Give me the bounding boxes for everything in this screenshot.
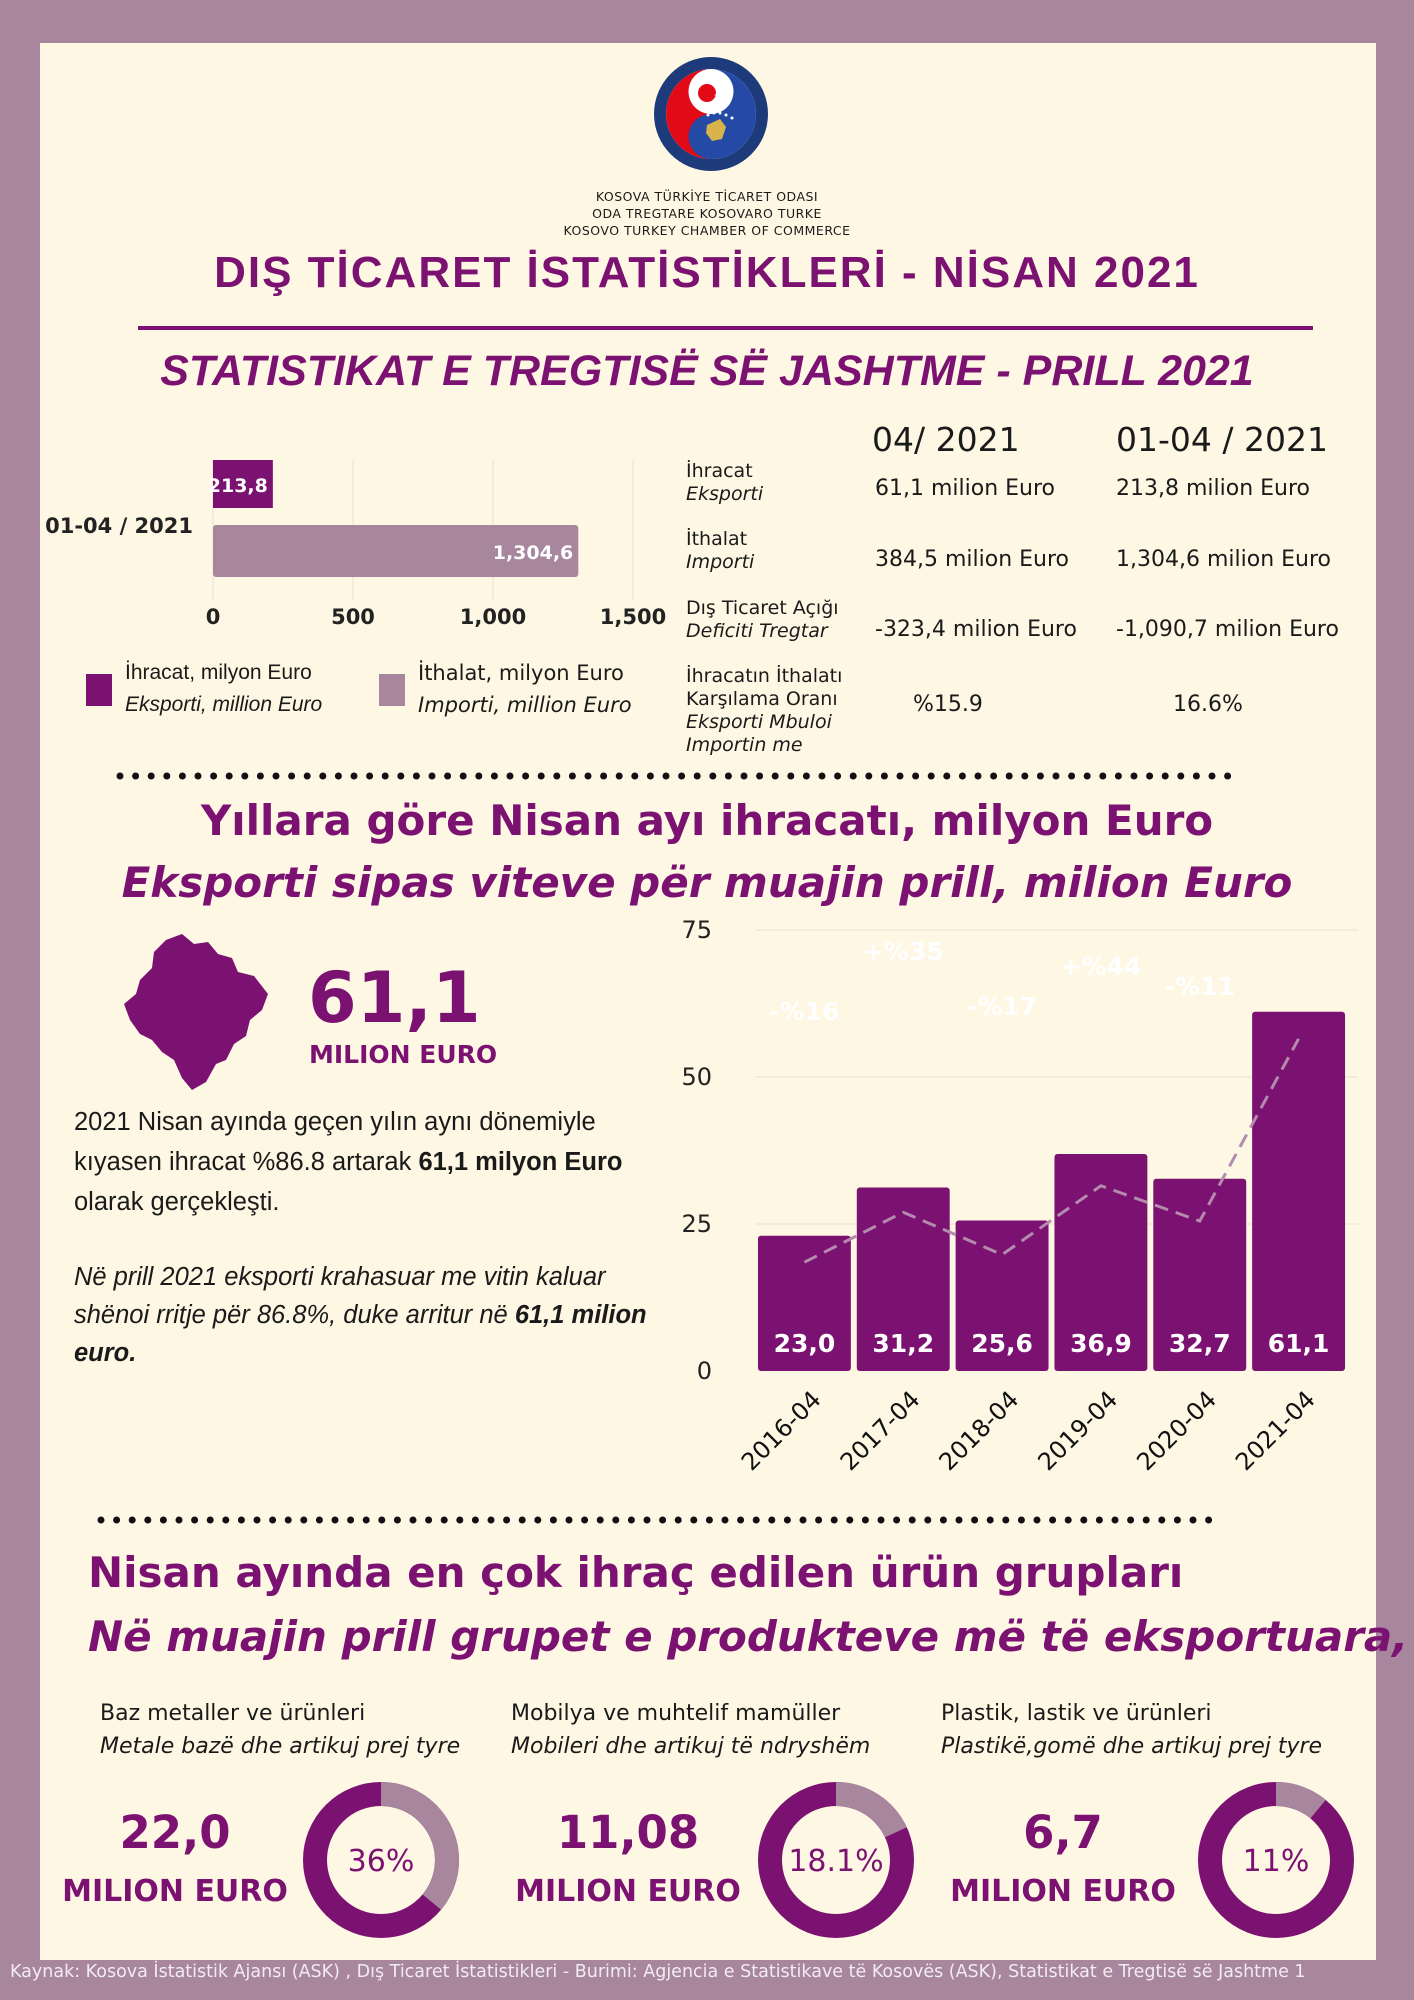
row-coverage-month: %15.9	[913, 692, 983, 717]
ring-pct-label: 36%	[347, 1844, 415, 1879]
product-label-sq: Plastikë,gomë dhe artikuj prej tyre	[941, 1734, 1323, 1759]
legend-export-tr: İhracat, milyon Euro	[125, 661, 312, 684]
bar-2021-04	[1252, 1012, 1345, 1371]
col-head-ytd: 01-04 / 2021	[1116, 420, 1328, 459]
product-label-tr: Plastik, lastik ve ürünleri	[941, 1701, 1212, 1726]
row-deficit-month: -323,4 milion Euro	[875, 617, 1077, 642]
row-deficit-label	[686, 597, 839, 643]
kosovo-map-icon	[122, 932, 270, 1092]
x-tick-label: 2019-04	[1032, 1385, 1124, 1477]
ring-pct-label: 18.1%	[788, 1844, 884, 1879]
row-export-tr: İhracat	[686, 460, 753, 482]
legend-label-export	[125, 657, 322, 721]
x-tick-label: 2016-04	[735, 1385, 827, 1477]
product-label	[941, 1697, 1322, 1763]
x-tick-label: 2018-04	[933, 1385, 1025, 1477]
product-value: 6,7	[1023, 1806, 1103, 1859]
bar-change-label: +%35	[862, 937, 944, 966]
chamber-name	[0, 188, 1414, 239]
products-title-tr: Nisan ayında en çok ihraç edilen ürün grupları	[88, 1548, 1184, 1597]
dotted-divider	[115, 768, 1235, 784]
bar-change-label: +%44	[1060, 952, 1142, 981]
chamber-name-sq: ODA TREGTARE KOSOVARO TURKE	[592, 206, 822, 221]
legend-swatch-export	[86, 674, 112, 706]
row-export-month: 61,1 milion Euro	[875, 476, 1056, 501]
april-text-tr-part2: olarak gerçekleşti.	[74, 1188, 280, 1216]
product-share-ring	[1196, 1780, 1356, 1940]
row-coverage-label	[686, 665, 842, 757]
chamber-name-en: KOSOVO TURKEY CHAMBER OF COMMERCE	[563, 223, 851, 238]
row-coverage-sq2: Importin me	[686, 734, 803, 756]
bar-value-label: 36,9	[1070, 1329, 1132, 1358]
summary-legend	[85, 655, 645, 725]
x-tick-label: 2020-04	[1131, 1385, 1222, 1477]
bar-change-label: -%11	[1164, 972, 1235, 1001]
product-unit: MILION EURO	[62, 1874, 288, 1909]
april-text-sq-part1: Në prill 2021 eksporti krahasuar me vitin kaluar shënoi rritje për 86.8%, duke arritur në	[74, 1263, 606, 1329]
x-tick-label: 0	[205, 605, 221, 629]
legend-label-import	[418, 657, 632, 721]
y-tick-label: 0	[696, 1357, 712, 1385]
april-text-tr-bold: 61,1 milyon Euro	[418, 1148, 623, 1176]
row-export-sq: Eksporti	[686, 483, 764, 505]
row-deficit-tr: Dış Ticaret Açığı	[686, 597, 839, 619]
product-label-sq: Metale bazë dhe artikuj prej tyre	[100, 1734, 461, 1759]
april-text-sq	[74, 1258, 684, 1372]
row-coverage-ytd: 16.6%	[1173, 692, 1243, 717]
main-title-sq: STATISTIKAT E TREGTISË SË JASHTME - PRILL 2021	[160, 347, 1254, 395]
product-label	[100, 1697, 460, 1763]
col-head-month: 04/ 2021	[872, 420, 1020, 459]
footer-source: Kaynak: Kosova İstatistik Ajansı (ASK) , Dış Ticaret İstatistikleri - Burimi: Agjencia e Statistikave të Kosovës (ASK), Statistikat e Tregtisë së Jashtme 1	[10, 1962, 1306, 1982]
bar-value-label: 61,1	[1267, 1329, 1330, 1358]
april-title-sq: Eksporti sipas viteve për muajin prill, milion Euro	[121, 858, 1293, 907]
ring-pct-label: 11%	[1242, 1844, 1310, 1879]
april-text-tr	[74, 1102, 684, 1222]
product-unit: MILION EURO	[515, 1874, 741, 1909]
product-unit: MILION EURO	[950, 1874, 1176, 1909]
row-coverage-sq1: Eksporti Mbuloi	[686, 711, 832, 733]
row-import-label	[686, 528, 754, 574]
product-label	[511, 1697, 870, 1763]
legend-import-tr: İthalat, milyon Euro	[418, 661, 624, 685]
x-tick-label: 2017-04	[834, 1385, 926, 1477]
row-deficit-sq: Deficiti Tregtar	[686, 620, 828, 642]
bar-value-label: 23,0	[773, 1329, 836, 1358]
bar-change-label: -%17	[966, 992, 1038, 1021]
legend-swatch-import	[379, 674, 405, 706]
april-export-unit: MILION EURO	[309, 1040, 498, 1069]
x-tick-label: 500	[331, 605, 375, 629]
april-export-chart	[680, 910, 1380, 1500]
row-export-ytd: 213,8 milion Euro	[1116, 476, 1311, 501]
row-import-ytd: 1,304,6 milion Euro	[1116, 547, 1331, 572]
product-label-tr: Mobilya ve muhtelif mamüller	[511, 1701, 841, 1726]
april-text-tr-part1: 2021 Nisan ayında geçen yılın aynı dönemiyle kıyasen ihracat %86.8 artarak	[74, 1108, 596, 1176]
april-text-sq-bold: 61,1 milion euro.	[74, 1301, 647, 1367]
y-tick-label: 25	[681, 1210, 712, 1238]
product-value: 22,0	[119, 1806, 231, 1859]
row-import-sq: Importi	[686, 551, 755, 573]
row-import-month: 384,5 milion Euro	[875, 547, 1070, 572]
bar-value-label: 31,2	[872, 1329, 935, 1358]
row-coverage-tr2: Karşılama Oranı	[686, 688, 838, 710]
product-label-sq: Mobileri dhe artikuj të ndryshëm	[511, 1734, 871, 1759]
bar-value-label: 25,6	[971, 1329, 1033, 1358]
chamber-name-tr: KOSOVA TÜRKİYE TİCARET ODASI	[595, 189, 819, 204]
title-divider	[138, 326, 1313, 330]
import-bar-label: 1,304,6	[492, 542, 574, 564]
legend-export-sq: Eksporti, million Euro	[125, 693, 323, 716]
row-deficit-ytd: -1,090,7 milion Euro	[1116, 617, 1339, 642]
product-value: 11,08	[556, 1806, 700, 1859]
bar-change-label: -%16	[769, 997, 840, 1026]
y-tick-label: 75	[681, 916, 712, 944]
bar-value-label: 32,7	[1168, 1329, 1231, 1358]
y-tick-label: 50	[681, 1063, 712, 1091]
april-export-value: 61,1	[308, 957, 481, 1039]
x-tick-label: 2021-04	[1230, 1385, 1321, 1477]
summary-chart	[40, 440, 680, 630]
april-title-tr: Yıllara göre Nisan ayı ihracatı, milyon Euro	[200, 796, 1214, 845]
legend-import-sq: Importi, million Euro	[418, 693, 632, 717]
main-title-tr: DIŞ TİCARET İSTATİSTİKLERİ - NİSAN 2021	[214, 248, 1200, 297]
row-export-label	[686, 460, 763, 506]
product-share-ring	[301, 1780, 461, 1940]
x-tick-label: 1,000	[459, 605, 527, 629]
product-share-ring	[756, 1780, 916, 1940]
export-bar-label: 213,8	[207, 475, 268, 497]
product-label-tr: Baz metaller ve ürünleri	[100, 1701, 366, 1726]
products-title-sq: Në muajin prill grupet e produkteve më të eksportuara,	[88, 1612, 1409, 1661]
dotted-divider	[96, 1512, 1216, 1528]
row-coverage-tr1: İhracatın İthalatı	[686, 665, 843, 687]
category-label: 01-04 / 2021	[45, 514, 193, 538]
row-import-tr: İthalat	[686, 528, 748, 550]
x-tick-label: 1,500	[599, 605, 667, 629]
chamber-logo	[652, 55, 770, 173]
